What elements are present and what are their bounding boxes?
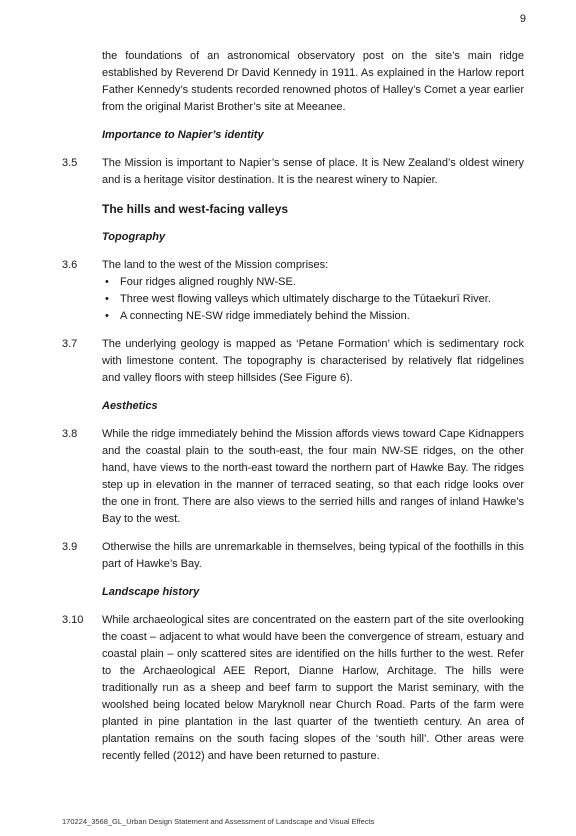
paragraph-3-9	[62, 539, 524, 573]
page-footer: 170224_3568_GL_Urban Design Statement and Assessment of Landscape and Visual Effects	[62, 817, 375, 826]
bullet-item: • Four ridges aligned roughly NW-SE.	[102, 274, 524, 291]
paragraph-3-6	[62, 257, 524, 274]
paragraph-text: The land to the west of the Mission comprises:	[102, 259, 329, 271]
bullet-item: • Three west flowing valleys which ultimately discharge to the Tūtaekurī River.	[102, 291, 524, 308]
paragraph-number: 3.6	[62, 259, 78, 271]
paragraph-number: 3.10	[62, 614, 84, 626]
paragraph-text: Otherwise the hills are unremarkable in themselves, being typical of the foothills in this part of Hawke’s Bay.	[102, 541, 524, 570]
page-number: 9	[519, 13, 526, 25]
paragraph-text: The Mission is important to Napier’s sense of place. It is New Zealand’s oldest winery and is a heritage visitor destination. It is the nearest winery to Napier.	[102, 157, 524, 186]
bullet-item: • A connecting NE-SW ridge immediately behind the Mission.	[102, 308, 524, 325]
paragraph-3-7	[62, 336, 524, 387]
paragraph-text: The underlying geology is mapped as ‘Petane Formation’ which is sedimentary rock with limestone content. The topography is characterised by relatively flat ridgelines and valley floors with steep hillsides (See Figure 6).	[102, 338, 524, 384]
paragraph-number: 3.9	[62, 541, 78, 553]
paragraph-number: 3.5	[62, 157, 78, 169]
bullet-list	[62, 274, 524, 325]
heading-topography: Topography	[102, 231, 166, 243]
paragraph-number: 3.8	[62, 428, 78, 440]
heading-identity: Importance to Napier’s identity	[102, 129, 264, 141]
document-body	[62, 48, 524, 765]
heading-landscape-history: Landscape history	[102, 586, 200, 598]
paragraph-3-10	[62, 612, 524, 765]
paragraph-text: While the ridge immediately behind the Mission affords views toward Cape Kidnappers and the coastal plain to the south-east, the four main NW-SE ridges, on the other hand, have views to the north-east toward the northern part of Hawke Bay. The ridges step up in elevation in the manner of terraced seating, so that each ridge looks over the one in front. There are also views to the serried hills and ranges of inland Hawke’s Bay to the west.	[102, 428, 524, 525]
paragraph-3-8	[62, 426, 524, 528]
paragraph-3-5	[62, 155, 524, 189]
heading-aesthetics: Aesthetics	[102, 400, 158, 412]
section-heading-hills: The hills and west-facing valleys	[102, 202, 289, 216]
paragraph-number: 3.7	[62, 338, 78, 350]
intro-paragraph: the foundations of an astronomical observatory post on the site’s main ridge established by Reverend Dr David Kennedy in 1911. As explained in the Harlow report Father Kennedy’s students recorded renowned photos of Halley’s Comet a year earlier from the original Marist Brother’s site at Meeanee.	[102, 50, 524, 113]
paragraph-text: While archaeological sites are concentrated on the eastern part of the site overlooking the coast – adjacent to what would have been the convergence of stream, estuary and coastal plain – only scattered sites are identified on the hills further to the west. Refer to the Archaeological AEE Report, Dianne Harlow, Architage. The hills were traditionally run as a sheep and beef farm to support the Marist seminary, with the woolshed being located below Maryknoll near Church Road. Parts of the farm were planted in pine plantation in the last quarter of the twentieth century. An area of plantation remains on the south facing slopes of the ‘south hill’. Other areas were recently felled (2012) and have been returned to pasture.	[102, 614, 524, 762]
